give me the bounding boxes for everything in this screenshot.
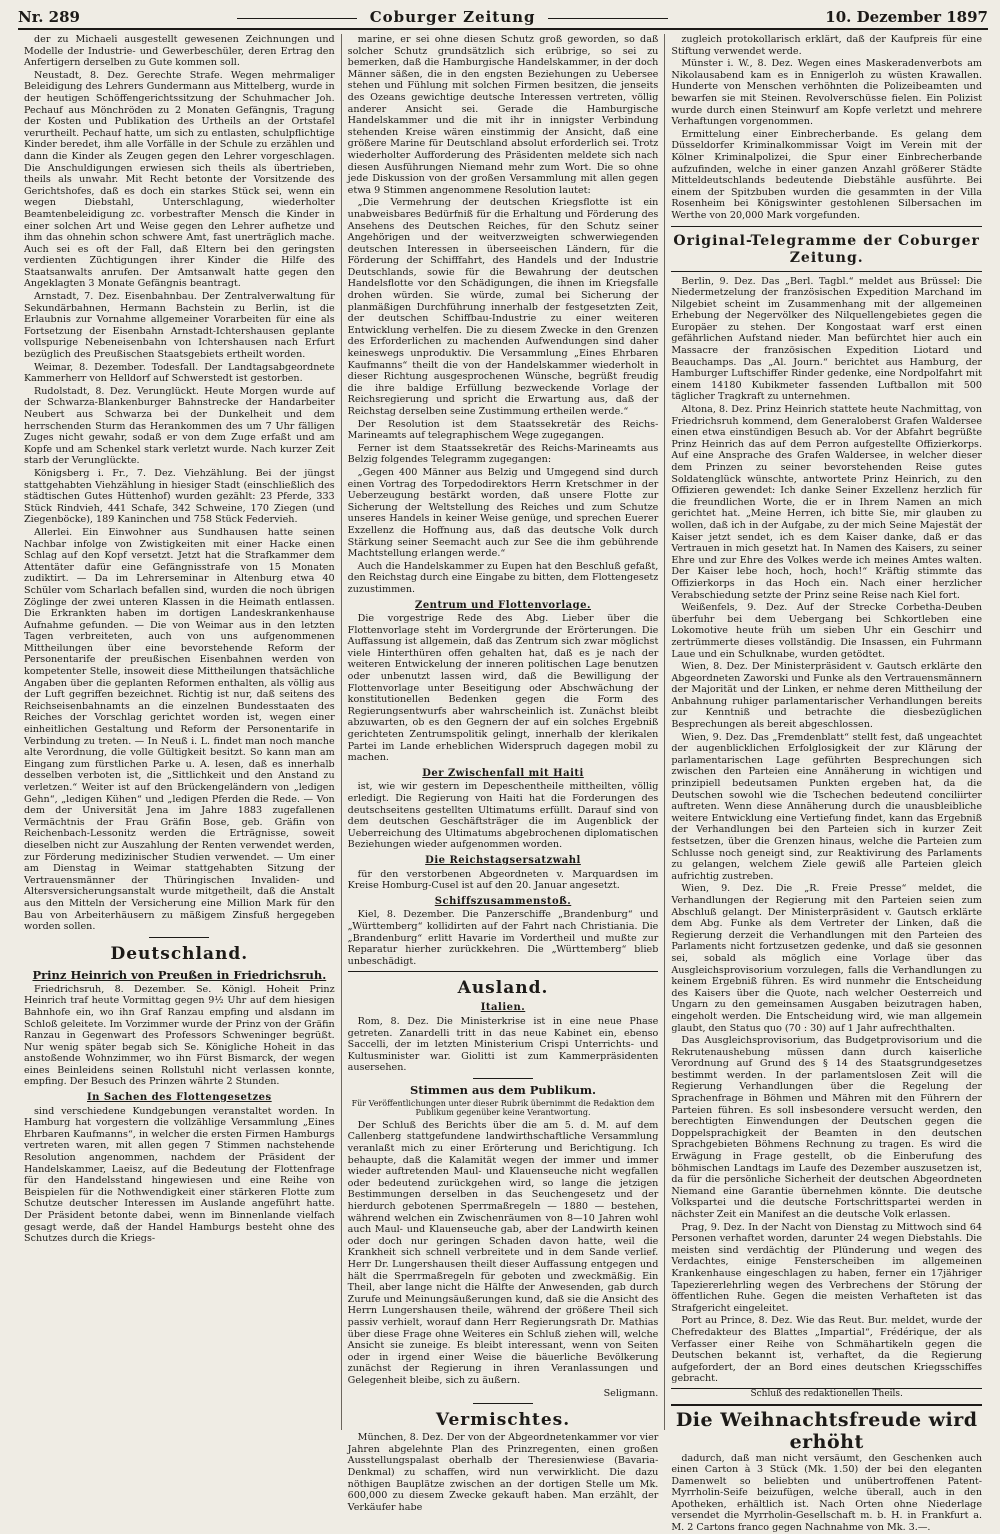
article-text: zugleich protokollarisch erklärt, daß der Kaufpreis für eine Stiftung verwendet werde.: [671, 34, 983, 57]
telegram-wien-3: Wien, 9. Dez. Die „R. Freie Presse“ meldet, die Verhandlungen der Regierung mit den Parteien seien zum Abschluß gelangt. Der Ministerpräsident v. Gautsch erklärte dem Abg. Funke als dem Vertreter der Linken, daß die Regierung derzeit die Verhandlungen mit den Parteien des Parlaments nicht fortzusetzen gedenke, und daß sie gesonnen sei, sobald als möglich eine Vorlage über das Ausgleichsprovisorium vorzulegen, falls die Verhandlungen zu keinem Ergebniß führen. Es wird nunmehr die Entscheidung des Kaisers über die Quote, nach welcher Oesterreich und Ungarn zu den gemeinsamen Ausgaben beizutragen haben, eingeholt werden. Die Entscheidung wird, wie man allgemein glaubt, den Status quo (70 : 30) auf 1 Jahr aufrechthalten.: [671, 883, 983, 1034]
telegram-berlin: Berlin, 9. Dez. Das „Berl. Tagbl.“ meldet aus Brüssel: Die Niedermetzelung der französischen Expedition Marchand im Nilgebiet scheint im Zusammenhang mit der allgemeinen Erhebung der Negervölker des Nilquellengebietes gegen die Europäer zu stehen. Der Kongostaat warf erst einen gefährlichen Aufstand nieder. Man befürchtet hier auch ein Massacre der französischen Expedition Liotard und Beauchamps. Das „Al. Journ.“ berichtet aus Hamburg, der Hamburger Luftschiffer Rinder gedenke, eine Nordpolfahrt mit einem 14180 Kubikmeter fassenden Luftballon mit 500 täglicher Tragkraft zu unternehmen.: [671, 275, 983, 403]
issue-number: Nr. 289: [18, 8, 80, 26]
article-allerlei: Allerlei. Ein Einwohner aus Sundhausen hatte seinen Nachbar infolge von Zwistigkeiten mit einer Hacke einen Schlag auf den Kopf versetzt. Jetzt hat die Strafkammer dem Attentäter dafür eine Gefängnisstrafe von 15 Monaten zudiktirt. — Da im Lehrerseminar in Altenburg etwa 40 Schüler vom Scharlach befallen sind, wurden die noch übrigen Zöglinge der zwei unteren Klassen in die Heimath entlassen. Die Erkrankten haben im dortigen Landeskrankenhause Aufnahme gefunden. — Die von Weimar aus in den letzten Tagen verbreiteten, auch von uns aufgenommenen Mittheilungen über eine bevorstehende Reform der Personentarife der preußischen Eisenbahnen werden von kompetenter Stelle, insoweit diese Mittheilungen thatsächliche Angaben über die geplanten Reformen enthalten, als völlig aus der Luft gegriffen bezeichnet. Richtig ist nur, daß seitens des Reichseisenbahnamts an die einzelnen Bundesstaaten des Reiches der Vorschlag gerichtet worden ist, wegen einer einheitlichen Gestaltung und Reform der Personentarife in Verbindung zu treten. — In Neuß i. L. findet man noch manche alte Verordnung, die volle Gültigkeit besitzt. So kann man am Eingang zum fürstlichen Parke u. A. lesen, daß es innerhalb desselben verboten ist, die „Sittlichkeit und den Anstand zu verletzen.“ Weiter ist auf den Brückengeländern von „ledigen Gehn“, „ledigen Kühen“ und „ledigen Pferden die Rede. — Von dem der Universität Jena im Jahre 1883 zugefallenen Vermächtnis der Frau Gräfin Bose, geb. Gräfin von Reichenbach-Lessonitz werden die Erträgnisse, soweit dieselben nicht zur Auszahlung der Renten verwendet werden, zur Förderung medizinischer Studien verwendet. — Um einer am Dienstag in Weimar stattgehabten Sitzung der Vertrauensmänner der Thüringischen Invaliden- und Altersversicherungsanstalt wurde mitgetheilt, daß die Anstalt aus den Mitteln der Versicherung eine Million Mark für den Bau von Arbeiterhäusern zu mäßigem Zinsfuß hergegeben worden sollen.: [24, 526, 335, 933]
article-rom: Rom, 8. Dez. Die Ministerkrise ist in eine neue Phase getreten. Zanardelli tritt in das neue Kabinet ein, ebenso Saccelli, der im letzten Ministerium Crispi Unterrichts- und Kultusminister war. Giolitti ist zum Kammerpräsidenten ausersehen.: [347, 1015, 659, 1074]
article-friedrichsruh: Friedrichsruh, 8. Dezember. Se. Königl. Hoheit Prinz Heinrich traf heute Vormittag gegen 9½ Uhr auf dem hiesigen Bahnhofe ein, wo ihn Graf Ranzau empfing und alsdann im Schloß geleitete. Im Vorzimmer wurde der Prinz von der Gräfin Ranzau in Gegenwart des Professors Schweninger begrüßt. Nur wenig später begab sich Se. Königliche Hoheit in das anstoßende Wohnzimmer, wo ihn Fürst Bismarck, der wegen eines Beinleidens seinen Rollstuhl nicht verlassen konnte, empfing. Der Besuch des Prinzen währte 2 Stunden.: [24, 983, 335, 1088]
section-divider: [149, 937, 209, 938]
article-text: Der Resolution ist dem Staatssekretär des Reichs-Marineamts auf telegraphischem Wege zugegangen.: [347, 418, 659, 442]
article-haiti: ist, wie wir gestern im Depeschentheile mittheilten, völlig erledigt. Die Regierung von Haiti hat die Forderungen des deutschseitens gestellten Ultimatums erfüllt. Darauf sind von dem deutschen Geschäftsträger die im Augenblick der Ueberreichung des Ultimatums abgebrochenen diplomatischen Beziehungen wieder aufgenommen worden.: [347, 781, 659, 851]
section-divider: [671, 271, 982, 272]
telegram-wien-2: Wien, 9. Dez. Das „Fremdenblatt“ stellt fest, daß ungeachtet der augenblicklichen Erfolglosigkeit der zur Klärung der parlamentarischen Lage geführten Besprechungen sich zwischen den Parteien eine Annäherung in wichtigen und prinzipiell bedeutsamen Punkten ergeben hat, da die Deutschen sowohl wie die Tschechen bedeutend conciliirter auftreten. Wenn diese Annäherung durch die unausbleibliche weitere Entwicklung eine Vertiefung findet, kann das Ergebniß der Verhandlungen bei den Parteien sich in kurzer Zeit festsetzen, über die Grenzen hinaus, welche die Parteien zum Schlusse noch geneigt sind, zur Reaktivirung des Parlaments zu gelangen, welchem Ziele gewiß alle Parteien gleich aufrichtig zustreben.: [671, 731, 983, 882]
article-neustadt: Neustadt, 8. Dez. Gerechte Strafe. Wegen mehrmaliger Beleidigung des Lehrers Gundermann aus Mittelberg, wurde in der heutigen Schöffengerichtssitzung der Schuhmacher Joh. Pechauf aus Mönchröden zu 2 Monaten Gefängnis, Tragung der Kosten und Publikation des Urtheils an der Ortstafel verurtheilt. Pechauf hatte, um sich zu entlasten, schulpflichtige Kinder beredet, ihm alle Vorfälle in der Schule zu erzählen und dann die Kinder als Zeugen gegen den Lehrer vorgeschlagen. Die Anschuldigungen erwiesen sich theils als übertrieben, theils als unwahr. Mit Recht betonte der Vorsitzende des Gerichtshofes, daß es doch ein starkes Stück sei, wenn ein wegen Diebstahl, Unterschlagung, wiederholter Beamtenbeleidigung zc. vorbestrafter Mensch die Kinder in einer solchen Art und Weise gegen den Lehrer aufhetze und ihm das ohnehin schon schwere Amt, fast unerträglich mache. Auch sei es oft der Fall, daß Eltern bei den geringsten verdienten Züchtigungen ihrer Kinder die Hilfe des Staatsanwalts anrufen. Der Amtsanwalt hatte gegen den Angeklagten 3 Monate Gefängnis beantragt.: [24, 69, 335, 290]
issue-date: 10. Dezember 1897: [825, 8, 988, 26]
resolution-text: „Die Vermehrung der deutschen Kriegsflotte ist ein unabweisbares Bedürfniß für die Erhaltung und Förderung des Ansehens des Deutschen Reiches, für den Schutz seiner Angehörigen und der weitverzweigten schwerwiegenden deutschen Interessen in überseeischen Ländern, für die Förderung der Schifffahrt, des Handels und der Industrie Deutschlands, sowie für die Bewahrung der deutschen Handelsflotte vor den Schädigungen, die ihnen im Kriegsfalle drohen würden. Sie würde, zumal bei Sicherung der planmäßigen Durchführung innerhalb der festgesetzten Zeit, der deutschen Schiffbau-Industrie zu einer weiteren Entwicklung verhelfen. Die zu diesem Zwecke in den Grenzen des Erforderlichen zu machenden Aufwendungen sind daher keineswegs unproduktiv. Die Versammlung „Eines Ehrbaren Kaufmanns“ theilt die von der Handelskammer wiederholt in dieser Richtung ausgesprochenen Wünsche, begrüßt freudig die ihre baldige Erfüllung bezweckende Vorlage der Reichsregierung und spricht die Erwartung aus, daß der Reichstag derselben seine Zustimmung ertheilen werde.“: [347, 197, 659, 417]
article-flottengesetz: sind verschiedene Kundgebungen veranstaltet worden. In Hamburg hat vorgestern die vollzählige Versammlung „Eines Ehrbaren Kaufmanns“, in welcher die ersten Firmen Hamburgs vertreten waren, mit allen gegen 7 Stimmen nachstehende Resolution angenommen, nachdem der Präsident der Handelskammer, Laeisz, auf die Bedeutung der Flottenfrage für den Handelsstand hingewiesen und eine Reihe von Beispielen für die Nothwendigkeit einer stärkeren Flotte zum Schutze deutscher Interessen im Auslande angeführt hatte. Der Präsident betonte dabei, wenn im Binnenlande vielfach gesagt werde, daß der Handel Hamburgs besteht ohne des Schutzes durch die Kriegs-: [24, 1105, 335, 1245]
column-2: [341, 34, 665, 1513]
article-eupen: Auch die Handelskammer zu Eupen hat den Beschluß gefaßt, den Reichstag durch eine Eingabe zu bitten, dem Flottengesetz zuzustimmen.: [347, 560, 659, 595]
heading-italien: Italien.: [480, 1002, 526, 1014]
article-zentrum: Die vorgestrige Rede des Abg. Lieber über die Flottenvorlage steht im Vordergrunde der Erörterungen. Die Auffassung ist allgemein, daß das Zentrum sich zwar möglichst viele Hinterthüren offen gehalten hat, daß es je nach der weiteren Entwickelung der inneren politischen Lage benutzen oder unbenutzt lassen wird, daß die Bewilligung der Flottenvorlage unter Beseitigung oder Abschwächung der konstitutionellen Bedenken gegen die Form des Regierungsentwurfs aber wahrscheinlich ist. Zunächst bleibt abzuwarten, ob es den Gegnern der auf ein solches Ergebniß gerichteten Zentrumspolitik gelingt, innerhalb der klerikalen Partei im Lande erheblichen Widerspruch dagegen mobil zu machen.: [347, 613, 659, 764]
masthead: [18, 6, 988, 30]
section-heading-vermischtes: Vermischtes.: [435, 1410, 571, 1431]
article-arnstadt: Arnstadt, 7. Dez. Eisenbahnbau. Der Zentralverwaltung für Sekundärbahnen, Hermann Bachstein zu Berlin, ist die Erlaubnis zur Vornahme allgemeiner Vorarbeiten für eine als Fortsetzung der Eisenbahn Arnstadt-Ichtershausen geplante vollspurige Nebeneisenbahn von Ichtershausen nach Erfurt bezüglich des Preußischen Staatsgebiets ertheilt worden.: [24, 291, 335, 361]
section-heading-ausland: Ausland.: [457, 978, 549, 999]
advertisement: [671, 1404, 982, 1534]
letter-text: Der Schluß des Berichts über die am 5. d. M. auf dem Callenberg stattgefundene landwirthschaftliche Versammlung veranlaßt mich zu einer Erörterung und Berichtigung. Ich behaupte, daß die Kalamität wegen der immer und immer wieder auftretenden Maul- und Klauenseuche nicht wegfallen oder bedeutend zurückgehen wird, so lange die jetzigen Bestimmungen derselben in das Seuchengesetz und der hierdurch gebotenen Sperrmaßregeln — 1880 — bestehen, während welchen ein Zwischenräumen von 8—10 Jahren wohl auch Maul- und Klauenseuche gab, aber der Landwirth keinen oder doch nur geringen Schaden davon hatte, weil die Krankheit sich schnell verbreitete und in dem Sande verlief. Herr Dr. Lungershausen theilt dieser Auffassung entgegen und hält die Sperrmaßregeln für geboten und zweckmäßig. Ein Theil, aber lange nicht die Hälfte der Anwesenden, gab durch Zurufe und Meinungsäußerungen kund, daß sie die Ansicht des Herrn Lungershausen theile, während der größere Theil sich passiv verhielt, worauf dann Herr Regierungsrath Dr. Mathias über diese Frage ohne Weiteres ein Schluß ziehen will, welche Ansicht sie zuneige. Es bleibt interessant, wenn von Seiten oder in irgend einer Weise die bäuerliche Bevölkerung zunächst der Regierung in ihren Veranlassungen und Gelegenheit bleibe, sich zu äußern.: [347, 1119, 659, 1386]
section-divider: [473, 1403, 533, 1404]
telegram-wien-1: Wien, 8. Dez. Der Ministerpräsident v. Gautsch erklärte den Abgeordneten Zaworski und Funke als den Vertrauensmännern der Majorität und der Linken, er nehme deren Mittheilung der Anbahnung ruhiger parlamentarischer Verhandlungen bereits zur Kenntniß und betrachte die diesbezüglichen Besprechungen als bereit abgeschlossen.: [671, 661, 983, 731]
section-divider: [671, 226, 982, 227]
section-heading-stimmen: Stimmen aus dem Publikum.: [409, 1082, 597, 1097]
heading-flottengesetz: In Sachen des Flottengesetzes: [87, 1092, 272, 1104]
telegram-belzig: „Gegen 400 Männer aus Belzig und Umgegend sind durch einen Vortrag des Torpedodirektors Herrn Kretschmer in der Ueberzeugung bestärkt worden, daß unsere Flotte zur Sicherung der Weltstellung des Reiches und zum Schutze unseres Handels in keiner Weise genüge, und sprechen Euerer Exzellenz die Hoffnung aus, daß das deutsche Volk durch Stärkung seiner Seemacht auch zur See die ihm gebührende Machtstellung erlangen werde.“: [347, 466, 659, 560]
telegram-port-au-prince: Port au Prince, 8. Dez. Wie das Reut. Bur. meldet, wurde der Chefredakteur des Blattes „Impartial“, Frédérique, der als Verfasser einer Reihe von Schmähartikeln gegen die Deutschen bekannt ist, verhaftet, da die Regierung aufgefordert, der an Bord eines deutschen Kriegsschiffes gebracht.: [671, 1315, 983, 1385]
advertisement-title: Die Weihnachtsfreude wird erhöht: [675, 1408, 978, 1453]
telegram-prag: Prag, 9. Dez. In der Nacht von Dienstag zu Mittwoch sind 64 Personen verhaftet worden, darunter 24 wegen Diebstahls. Die meisten sind verdächtig der Plünderung und wegen des Verdachtes, einige Fensterscheiben im allgemeinen Krankenhause eingeschlagen zu haben, ferner ein 17jähriger Tapeziererlehrling wegen des Verbrechens der Störung der öffentlichen Ruhe. Gegen die meisten Verhafteten ist das Strafgericht eingeleitet.: [671, 1221, 983, 1314]
letter-signature: Seligmann.: [603, 1387, 659, 1399]
telegram-ausgleich: Das Ausgleichsprovisorium, das Budgetprovisorium und die Rekrutenaushebung müssen dann durch kaiserliche Verordnung auf Grund des § 14 des Staatsgrundgesetzes bestimmt werden. In der parlamentslosen Zeit will die Regierung Verhandlungen über die Regelung der Sprachenfrage in Böhmen und Mähren mit den Führern der Parteien führen. Es soll insbesondere versucht werden, den berechtigten Einwendungen der Deutschen gegen die Doppelsprachigkeit der Beamten in den deutschen Sprachgebieten Böhmens Rechnung zu tragen. Es wird die Erwägung in Frage gestellt, ob die Einberufung des böhmischen Landtags im Laufe des Dezember auszusetzen ist, da für die persönliche Sicherheit der deutschen Abgeordneten Niemand eine Garantie übernehmen könnte. Die deutsche Volkspartei und die deutsche Fortschrittspartei werden in nächster Zeit ein Manifest an die deutsche Volk erlassen.: [671, 1035, 983, 1220]
article-text: Ferner ist dem Staatssekretär des Reichs-Marineamts aus Belzig folgendes Telegramm zugegangen:: [347, 442, 659, 466]
advertisement-body: dadurch, daß man nicht versäumt, den Geschenken auch einen Carton à 3 Stück (Mk. 1.50) der bei den eleganten Damenwelt so beliebten und unübertroffenen Patent-Myrrholin-Seife beizufügen, welche überall, auch in den Apotheken, erhältlich ist. Nach Orten ohne Niederlage versendet die Myrrholin-Gesellschaft m. b. H. in Frankfurt a. M. 2 Cartons franco gegen Nachnahme von Mk. 3.—.: [671, 1452, 983, 1534]
heading-ersatzwahl: Die Reichstagsersatzwahl: [425, 854, 581, 866]
newspaper-title: Coburger Zeitung: [369, 8, 536, 26]
article-muenchen: München, 8. Dez. Der von der Abgeordnetenkammer vor vier Jahren abgelehnte Plan des Prinzregenten, einen großen Ausstellungspalast oberhalb der Theresienwiese (Bavaria-Denkmal) zu schaffen, wird nun verwirklicht. Die dazu nöthigen Bauplätze zwischen an der dortigen Stelle um Mk. 600,000 zu diesem Zwecke gekauft haben. Man erzählt, der Verkäufer habe: [347, 1432, 659, 1513]
article-muenster: Münster i. W., 8. Dez. Wegen eines Maskeradenverbots am Nikolausabend kam es in Ennigerloh zu wüsten Krawallen. Hunderte von Menschen verhöhnten die Polizeibeamten und bewarfen sie mit Steinen. Revolverschüsse fielen. Ein Polizist wurde durch einen Steinwurf am Kopfe verletzt und mehrere Verhaftungen vorgenommen.: [671, 58, 983, 128]
article-rudolstadt: Rudolstadt, 8. Dez. Verunglückt. Heute Morgen wurde auf der Schwarza-Blankenburger Bahnstrecke der Handarbeiter Neubert aus Schwarza bei der Dunkelheit und dem herrschenden Sturm das Herankommen des um 7 Uhr fälligen Zuges nicht gewahr, sodaß er von dem Zuge erfaßt und am Kopfe und am Schenkel stark verletzt wurde. Nach kurzer Zeit starb der Verunglückte.: [24, 385, 335, 467]
section-heading-telegramme: Original-Telegramme der Coburger Zeitung.: [673, 232, 980, 266]
heading-zentrum: Zentrum und Flottenvorlage.: [415, 599, 591, 611]
column-1: [18, 34, 341, 1430]
telegram-weissenfels: Weißenfels, 9. Dez. Auf der Strecke Corbetha-Deuben überfuhr bei dem Uebergang bei Schkortleben eine Lokomotive heute früh um sieben Uhr ein Geschirr und zertrümmerte dieses vollständig. Die Insassen, ein Fuhrmann Laue und ein Schulknabe, wurden getödtet.: [671, 602, 983, 660]
section-divider: [473, 1078, 533, 1079]
masthead-rule-right: [548, 18, 668, 19]
article-ersatzwahl: für den verstorbenen Abgeordneten v. Marquardsen im Kreise Homburg-Cusel ist auf den 20. Januar angesetzt.: [347, 868, 659, 892]
article-kiel: Kiel, 8. Dezember. Die Panzerschiffe „Brandenburg“ und „Württemberg“ kollidirten auf der Fahrt nach Christiania. Die „Brandenburg“ erlitt Havarie im Vordertheil und mußte zur Reparatur hierher zurückkehren. Die „Württemberg“ blieb unbeschädigt.: [347, 909, 659, 967]
end-of-editorial: Schluß des redaktionellen Theils.: [671, 1388, 982, 1401]
masthead-title-wrap: [80, 8, 825, 26]
telegram-altona: Altona, 8. Dez. Prinz Heinrich stattete heute Nachmittag, von Friedrichsruh kommend, dem Generaloberst Grafen Waldersee einen etwa einstündigen Besuch ab. Vor der Abfahrt begrüßte Prinz Heinrich das auf dem Perron aufgestellte Offizierkorps. Auf eine Ansprache des Grafen Waldersee, in welcher dieser dem Prinzen zu seiner bevorstehenden Reise gutes Soldatenglück wünschte, antwortete Prinz Heinrich, zu den Offizieren gewendet: Ich danke Seiner Exzellenz herzlich für die freundlichen Worte, die er in Ihrem Namen an mich gerichtet hat. „Meine Herren, ich bitte Sie, mir glauben zu wollen, daß ich in der Aufgabe, zu der mich Seine Majestät der Kaiser jetzt sendet, ich es dem Kaiser danke, daß er das Vertrauen in mich gesetzt hat. In Namen des Kaisers, zu seiner Ehre und zur Ehre des Volkes werde ich meines Amtes walten. Der Kaiser lebe hoch, hoch, hoch!“ Kräftig stimmte das Offizierkorps in das Hoch ein. Nach einer herzlicher Verabschiedung setzte der Prinz seine Reise nach Kiel fort.: [671, 404, 983, 601]
columns: [18, 34, 988, 1534]
heading-haiti: Der Zwischenfall mit Haiti: [422, 767, 584, 779]
column-3: [664, 34, 988, 1534]
article-weimar: Weimar, 8. Dezember. Todesfall. Der Landtagsabgeordnete Kammerherr von Helldorf auf Schwerstedt ist gestorben.: [24, 361, 335, 385]
article-koenigsberg: Königsberg i. Fr., 7. Dez. Viehzählung. Bei der jüngst stattgehabten Viehzählung in hiesiger Stadt (einschließlich des städtischen Gutes Hüttenhof) wurden gezählt: 23 Pferde, 333 Stück Rindvieh, 441 Schafe, 342 Schweine, 170 Ziegen (und Ziegenböcke), 189 Kaninchen und 758 Stück Federvieh.: [24, 467, 335, 526]
article-text: der zu Michaeli ausgestellt gewesenen Zeichnungen und Modelle der Industrie- und Gewerbeschüler, deren Ertrag den Anfertigern derselben zu Gute kommen soll.: [24, 34, 335, 69]
heading-schiffszusammenstoss: Schiffszusammenstoß.: [434, 895, 572, 907]
section-heading-deutschland: Deutschland.: [110, 943, 249, 964]
section-divider: [348, 971, 659, 972]
masthead-rule-left: [237, 18, 357, 19]
editorial-note: Für Veröffentlichungen unter dieser Rubrik übernimmt die Redaktion dem Publikum gegenüber keine Verantwortung.: [351, 1098, 655, 1118]
article-text: marine, er sei ohne diesen Schutz groß geworden, so daß solcher Schutz grundsätzlich sich erübrige, so sei zu bemerken, daß die Hamburgische Handelskammer, in der doch Männer säßen, die in den engsten Beziehungen zu Uebersee stehen und Fühlung mit solchen Firmen besitzen, die jenseits des Ozeans gewichtige deutsche Interessen vertreten, völlig anderer Ansicht sei. Gerade die Hamburgische Handelskammer und die mit ihr in innigster Verbindung stehenden Kreise wären einstimmig der Ansicht, daß eine größere Marine für Deutschland absolut erforderlich sei. Trotz wiederholter Aufforderung des Präsidenten meldete sich nach diesen Ausführungen Niemand mehr zum Wort. Die so ohne jede Diskussion von der großen Versammlung mit allen gegen etwa 9 Stimmen angenommene Resolution lautet:: [347, 34, 659, 196]
heading-prinz-heinrich: Prinz Heinrich von Preußen in Friedrichsruh.: [32, 967, 327, 982]
article-einbrecherbande: Ermittelung einer Einbrecherbande. Es gelang dem Düsseldorfer Kriminalkommissar Voigt im Verein mit der Kölner Kriminalpolizei, die Spur einer Einbrecherbande aufzufinden, welche in einer ganzen Anzahl größerer Städte Mitteldeutschlands bedeutende Diebstähle ausführte. Bei einem der Spitzbuben wurden die gesammten in der Villa Rosenheim bei Königswinter gestohlenen Silbersachen im Werthe von 20,000 Mark vorgefunden.: [671, 128, 983, 221]
